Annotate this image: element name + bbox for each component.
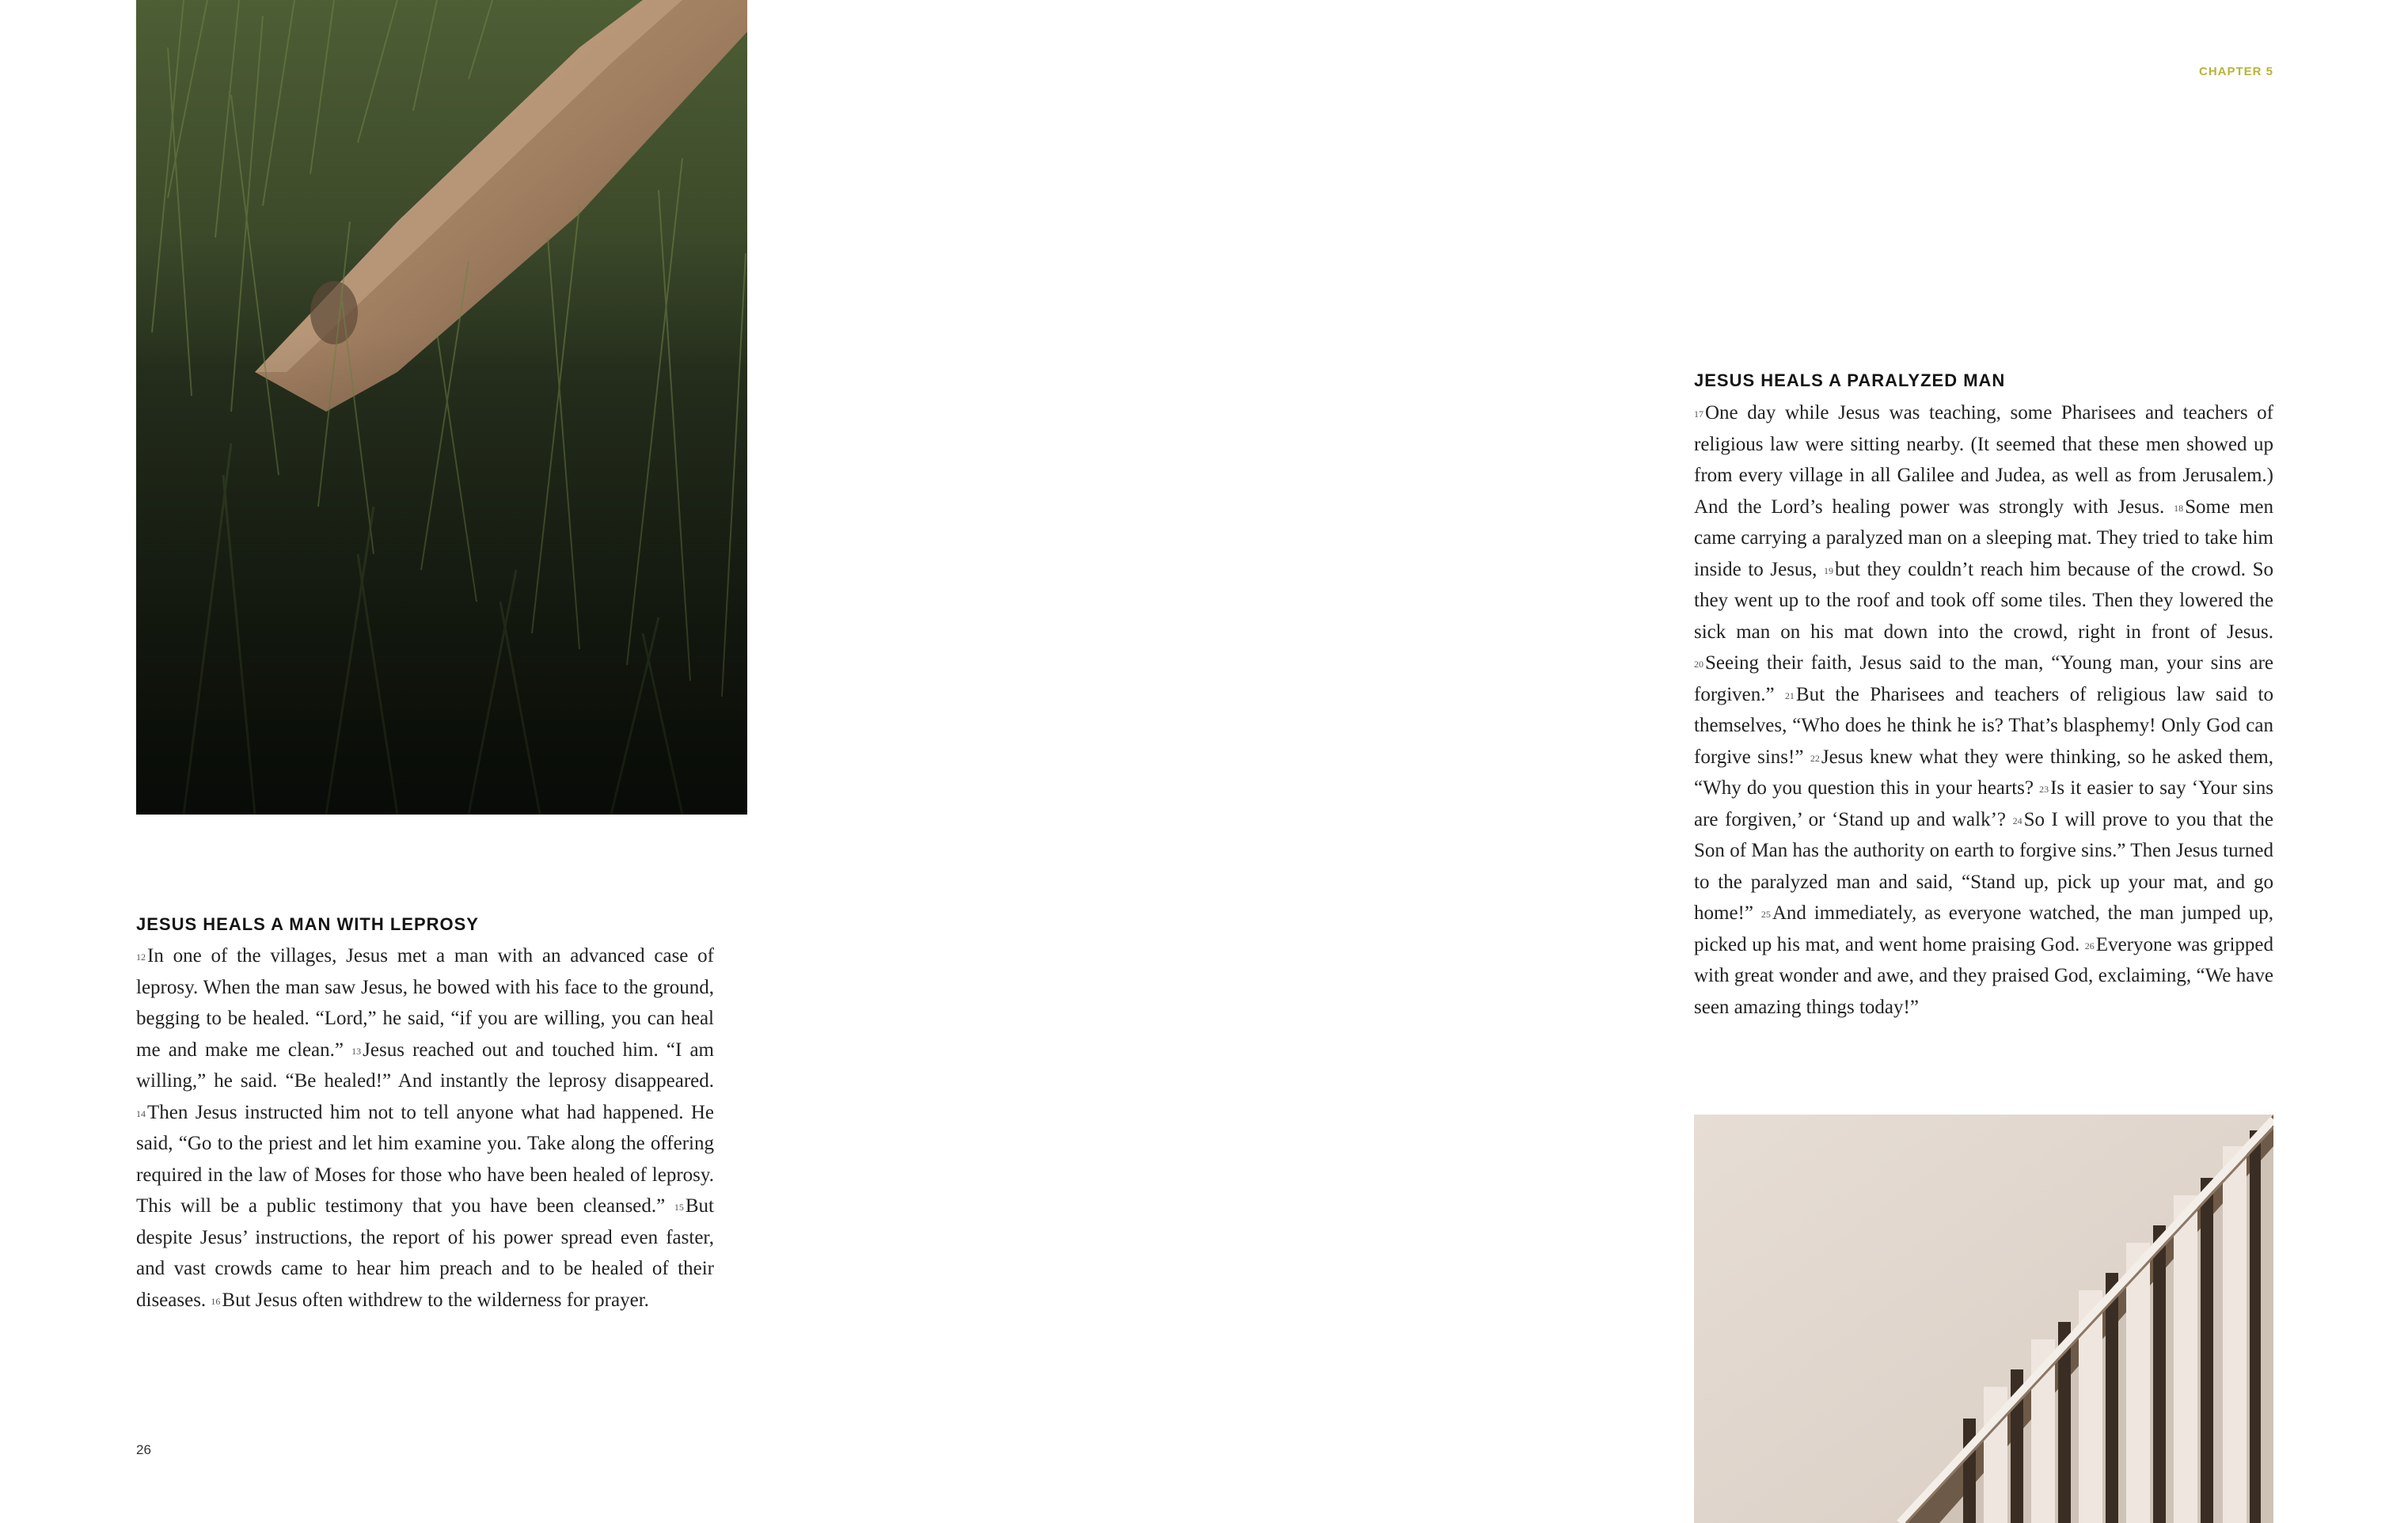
chapter-label: CHAPTER 5 [2198, 65, 2273, 78]
verse-text: but they couldn’t reach him because of the crowd. So they went up to the roof and took off some tiles. Then they lowered the sick man on his mat down into the crowd, right in front of Jesus. [1694, 558, 2273, 643]
verse-text: In one of the villages, Jesus met a man with an advanced case of leprosy. When the man saw Jesus, he bowed with his face to the ground, begging to be healed. “Lord,” he said, “if you are willing, you can heal me and make me clean.” [136, 945, 714, 1061]
leprosy-section-heading: JESUS HEALS A MAN WITH LEPROSY [136, 914, 479, 934]
verse-text: Is it easier to say ‘Your sins are forgiven,’ or ‘Stand up and walk’? [1694, 777, 2273, 830]
verse-text: But despite Jesus’ instructions, the report of his power spread even faster, and vast crowds came to hear him preach and to be healed of their diseases. [136, 1195, 714, 1311]
verse-text: And immediately, as everyone watched, the man jumped up, picked up his mat, and went home praising God. [1694, 902, 2273, 955]
page-number: 26 [136, 1442, 151, 1457]
verse-text: Jesus reached out and touched him. “I am willing,” he said. “Be healed!” And instantly the leprosy disappeared. [136, 1039, 714, 1092]
verse-number: 18 [2174, 502, 2184, 514]
verse-text: Everyone was gripped with great wonder and awe, and they praised God, exclaiming, “We have seen amazing things today!” [1694, 933, 2273, 1018]
verse-number: 12 [136, 951, 146, 963]
verse-text: Then Jesus instructed him not to tell anyone what had happened. He said, “Go to the priest and let him examine you. Take along the offering required in the law of Moses for those who have been healed of leprosy. This will be a public testimony that you have been cleansed.” [136, 1101, 714, 1217]
verse-text: So I will prove to you that the Son of Man has the authority on earth to forgive sins.” Then Jesus turned to the paralyzed man and said, “Stand up, pick up your mat, and go home!” [1694, 808, 2273, 924]
verse-text: Some men came carrying a paralyzed man on a sleeping mat. They tried to take him inside to Jesus, [1694, 496, 2273, 580]
verse-number: 23 [2039, 784, 2049, 795]
grass-log-photo [136, 0, 747, 815]
verse-number: 14 [136, 1107, 146, 1119]
verse-number: 25 [1760, 909, 1771, 920]
verse-text: Jesus knew what they were thinking, so he asked them, “Why do you question this in your hearts? [1694, 746, 2273, 799]
verse-number: 21 [1784, 689, 1795, 701]
verse-number: 24 [2012, 815, 2022, 826]
verse-number: 16 [211, 1295, 221, 1307]
verse-number: 17 [1694, 408, 1703, 420]
verse-text: One day while Jesus was teaching, some Pharisees and teachers of religious law were sitting nearby. (It seemed that these men showed up from every village in all Galilee and Judea, as well as from Jerusalem.) And the Lord’s healing power was strongly with Jesus. [1694, 402, 2273, 518]
verse-number: 19 [1824, 564, 1834, 576]
verse-text: But Jesus often withdrew to the wilderness for prayer. [222, 1289, 649, 1311]
verse-number: 22 [1810, 752, 1820, 764]
verse-number: 20 [1694, 659, 1703, 670]
verse-number: 15 [674, 1202, 684, 1213]
verse-number: 13 [351, 1045, 362, 1057]
paralyzed-man-passage [1694, 397, 2273, 1023]
paralyzed-man-section-heading: JESUS HEALS A PARALYZED MAN [1694, 370, 2006, 390]
verse-number: 26 [2084, 940, 2095, 951]
verse-text: Seeing their faith, Jesus said to the man, “Young man, your sins are forgiven.” [1694, 652, 2273, 705]
stair-railing-photo [1694, 1115, 2273, 1523]
leprosy-passage [136, 940, 714, 1316]
verse-text: But the Pharisees and teachers of religious law said to themselves, “Who does he think he is? That’s blasphemy! Only God can forgive sins!” [1694, 683, 2273, 768]
